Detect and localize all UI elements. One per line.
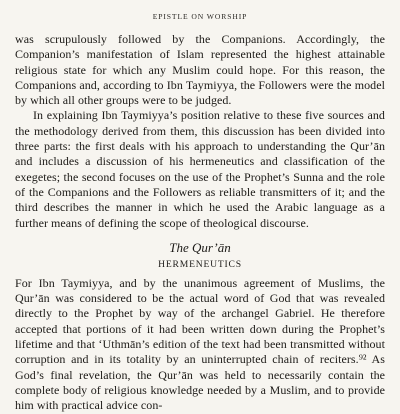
- paragraph-3: For Ibn Taymiyya, and by the unanimous agreement of Muslims, the Qur’ān was considered to be the actual word of God that was revealed directly to the Prophet by way of the archangel Gabriel. He therefore accepted that portions of it had been written down during the Prophet’s lifetime and that ‘Uthmān’s edition of the text had been transmitted without corruption and in its totality by an uninterrupted chain of reciters.⁹² As God’s final revelation, the Qur’ān was held to necessarily contain the complete body of religious knowledge needed by a Muslim, and to provide him with practical advice con-: [15, 275, 385, 413]
- subheading: HERMENEUTICS: [158, 258, 242, 270]
- paragraph-2: In explaining Ibn Taymiyya’s position relative to these five sources and the methodology derived from them, this discussion has been divided into three parts: the first deals with his approach to understanding the Qur’ān and includes a discussion of his hermeneutics and classification of the exegetes; the second focuses on the use of the Prophet’s Sunna and the role of the Companions and the Followers as reliable transmitters of it; and the third describes the manner in which he used the Arabic language as a further means of defining the scope of theological discourse.: [15, 108, 385, 230]
- body-text: [15, 32, 385, 414]
- section-title: The Qur’ān: [169, 239, 231, 255]
- paragraph-1: was scrupulously followed by the Companions. Accordingly, the Companion’s manifestation of Islam represented the highest attainable religious state for which any Muslim could hope. For this reason, the Companions and, according to Ibn Taymiyya, the Followers were the model by which all other groups were to be judged.: [15, 32, 385, 108]
- running-head: EPISTLE ON WORSHIP: [152, 12, 248, 21]
